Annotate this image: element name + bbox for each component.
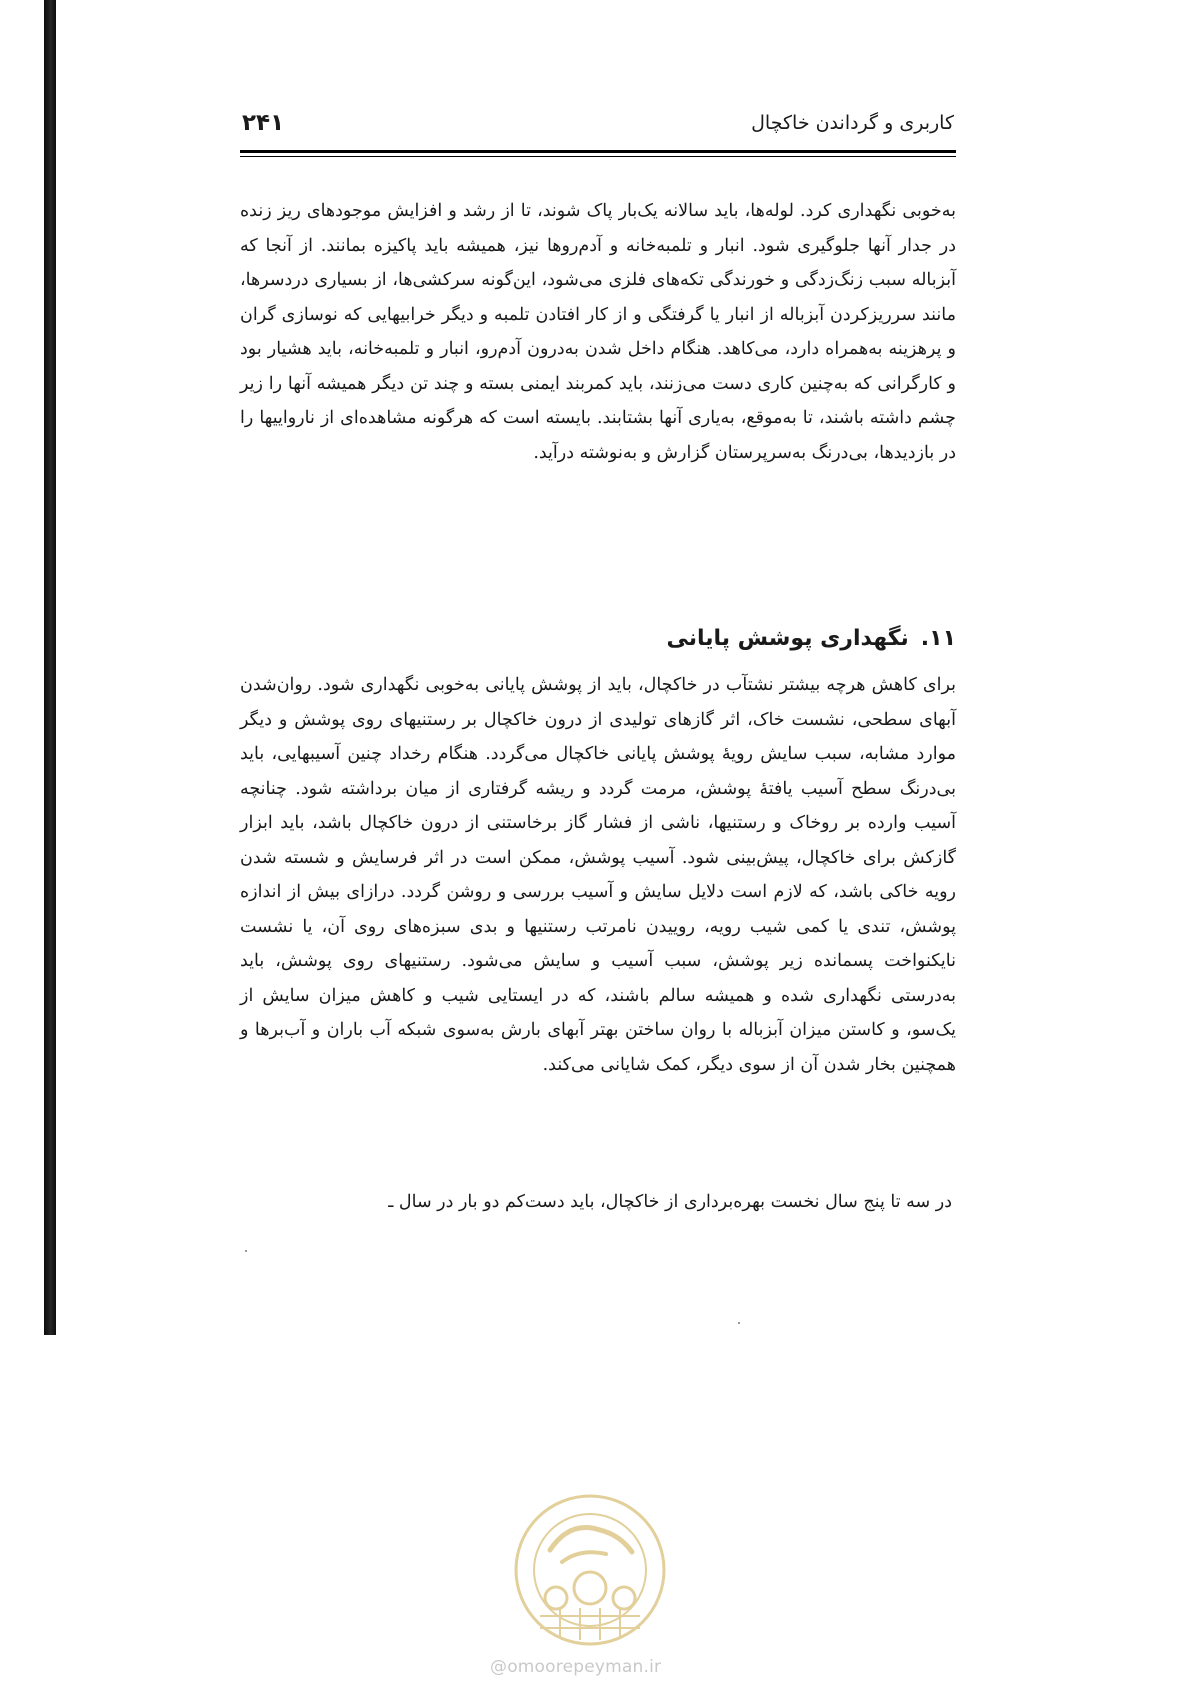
body-paragraph-1: [240, 194, 956, 470]
section-number: ۱۱.: [920, 626, 956, 652]
paragraph-text: در سه تا پنج سال نخست بهره‌برداری از خاکچال، باید دست‌کم دو بار در سال ـ: [388, 1192, 952, 1212]
running-title: کاربری و گرداندن خاکچال: [751, 112, 954, 134]
stamp-script-flourish: [562, 1552, 606, 1562]
watermark-url: @omoorepeyman.ir: [490, 1657, 662, 1677]
section-heading: [240, 626, 956, 651]
stamp-graphic: [510, 1490, 670, 1650]
paragraph-text: به‌خوبی نگهداری کرد. لوله‌ها، باید سالانه یک‌بار پاک شوند، تا از رشد و افزایش موجودهای ریز زنده در جدار آنها جلوگیری شود. انبار و تلمبه‌خانه و آدم‌روها نیز، همیشه باید پاکیزه بمانند. از آنجا که آبزباله سبب زنگ‌زدگی و خورندگی تکه‌های فلزی می‌شود، این‌گونه سرکشی‌ها، از بسیاری دردسرها، مانند سرریزکردن آبزباله از انبار یا گرفتگی و از کار افتادن تلمبه و دیگر خرابیهایی که نوسازی گران و پرهزینه به‌همراه دارد، می‌کاهد. هنگام داخل شدن به‌درون آدم‌رو، انبار و تلمبه‌خانه، باید هشیار بود و کارگرانی که به‌چنین کاری دست می‌زنند، باید کمربند ایمنی بسته و چند تن دیگر همیشه آنها را زیر چشم داشته باشند، تا به‌موقع، به‌یاری آنها بشتابند. بایسته است که هرگونه مشاهده‌ای از نارواییها را در بازدیدها، بی‌درنگ به‌سرپرستان گزارش و به‌نوشته درآید.: [240, 201, 956, 463]
paragraph-text: برای کاهش هرچه بیشتر نشتآب در خاکچال، باید از پوشش پایانی به‌خوبی نگهداری شود. روان‌شدن آبهای سطحی، نشست خاک، اثر گازهای تولیدی از درون خاکچال بر رستنیهای روی پوشش و دیگر موارد مشابه، سبب سایش رویهٔ پوشش پایانی خاکچال می‌گردد. هنگام رخداد چنین آسیبهایی، باید بی‌درنگ سطح آسیب یافتهٔ پوشش، مرمت گردد و ریشه گرفتاری از میان برداشته شود. چنانچه آسیب وارده بر روخاک و رستنیها، ناشی از فشار گاز برخاستنی از درون خاکچال باشد، باید ابزار گازکش برای خاکچال، پیش‌بینی شود. آسیب پوشش، ممکن است در اثر فرسایش و شسته شدن رویه خاکی باشد، که لازم است دلایل سایش و آسیب بررسی و روشن گردد. درازای بیش از اندازه پوشش، تندی یا کمی شیب رویه، روییدن نامرتب رستنیها و بدی سبزه‌های روی آن، یا نشست نایکنواخت پسمانده زیر پوشش، سبب آسیب و سایش می‌شود. رستنیهای روی پوشش، باید به‌درستی نگهداری شده و همیشه سالم باشند، که در ایستایی شیب و کاهش میزان سایش از یک‌سو، و کاستن میزان آبزباله با روان ساختن بهتر آبهای بارش به‌سوی شبکه آب باران و آب‌برها و همچنین بخار شدن آن از سوی دیگر، کمک شایانی می‌کند.: [240, 675, 956, 1075]
header-rule-thin: [240, 156, 956, 157]
section-title: نگهداری پوشش پایانی: [666, 626, 909, 652]
body-paragraph-3: [262, 1185, 952, 1220]
watermark-stamp: [510, 1490, 670, 1650]
stamp-gear-icon: [545, 1587, 567, 1609]
page-header: [240, 110, 956, 160]
scan-speck: [738, 1322, 740, 1324]
page-number: ۲۴۱: [242, 110, 285, 136]
header-rule: [240, 150, 956, 153]
body-paragraph-2: [240, 668, 956, 1082]
scan-binding-edge: [44, 0, 56, 1335]
stamp-gear-icon: [574, 1572, 606, 1604]
scan-speck: [245, 1250, 247, 1252]
stamp-script-flourish: [550, 1528, 632, 1553]
stamp-outer-ring: [516, 1496, 664, 1644]
stamp-gear-icon: [613, 1587, 635, 1609]
